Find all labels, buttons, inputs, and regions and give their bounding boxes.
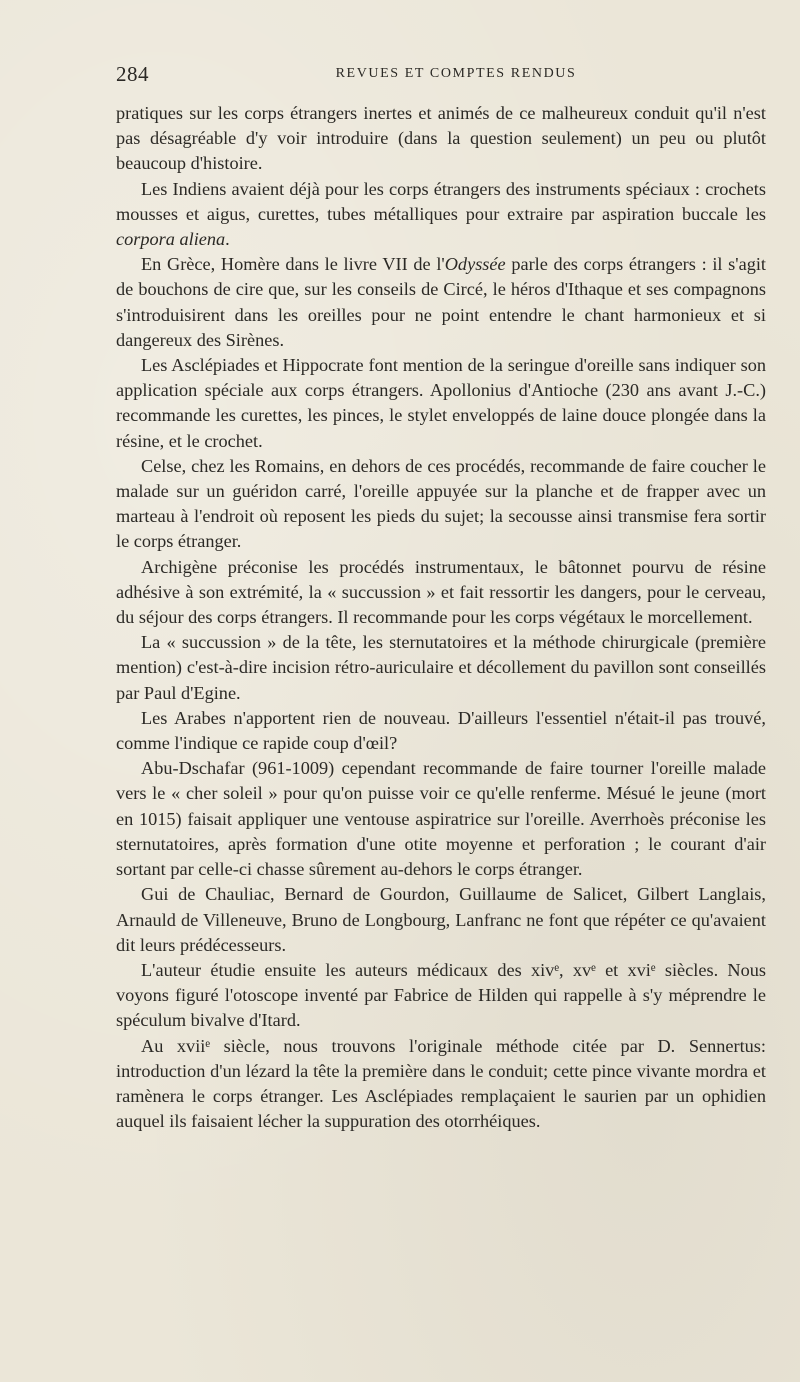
paragraph-1: pratiques sur les corps étrangers inertes et animés de ce malheureux conduit qu'il n'est pas désagréable d'y voir introduire (dans la question seulement) un peu ou plutôt beaucoup d'histoire. [116,103,766,174]
paragraph-2 [116,177,766,253]
paragraph-7: La « succussion » de la tête, les sternutatoires et la méthode chirurgicale (première mention) c'est-à-dire incision rétro-auriculaire et décollement du pavillon sont conseillés par Paul d'Egine. [116,632,766,703]
page-header [116,62,766,86]
paragraph-4: Les Asclépiades et Hippocrate font mention de la seringue d'oreille sans indiquer son application spéciale aux corps étrangers. Apollonius d'Antioche (230 ans avant J.-C.) recommande les curettes, les pinces, le stylet enveloppés de laine douce plongée dans la résine, et le crochet. [116,355,766,451]
paragraph-6: Archigène préconise les procédés instrumentaux, le bâtonnet pourvu de résine adhésive à son extrémité, la « succussion » et fait ressortir les dangers, pour le cerveau, du séjour des corps étrangers. Il recommande pour les corps végétaux le morcellement. [116,556,766,628]
paragraph-11: L'auteur étudie ensuite les auteurs médicaux des xivᵉ, xvᵉ et xviᵉ siècles. Nous voyons figuré l'otoscope inventé par Fabrice de Hilden qui rappelle à s'y méprendre le spéculum bivalve d'Itard. [116,959,766,1031]
page-number: 284 [116,62,149,86]
paragraph-12: Au xviiᵉ siècle, nous trouvons l'originale méthode citée par D. Sennertus: introduction d'un lézard la tête la première dans le conduit; cette pince vivante mordra et ramènera le corps étranger. Les Asclépiades remplaçaient le saurien par un ophidien auquel ils faisaient lécher la suppuration des otorrhéiques. [116,1035,766,1132]
paragraph-5: Celse, chez les Romains, en dehors de ces procédés, recommande de faire coucher le malade sur un guéridon carré, l'oreille appuyée sur la planche et de frapper avec un marteau à l'endroit où reposent les pieds du sujet; la secousse ainsi transmise fera sortir le corps étranger. [116,455,766,552]
paragraph-10: Gui de Chauliac, Bernard de Gourdon, Guillaume de Salicet, Gilbert Langlais, Arnauld de Villeneuve, Bruno de Longbourg, Lanfranc ne font que répéter ce qu'avaient dit leurs prédécesseurs. [116,884,766,955]
paragraph-3-before: En Grèce, Homère dans le livre VII de l' [141,254,445,275]
paragraph-8: Les Arabes n'apportent rien de nouveau. D'ailleurs l'essentiel n'était-il pas trouvé, comme l'indique ce rapide coup d'œil? [116,707,766,754]
paragraph-2-text: Les Indiens avaient déjà pour les corps étrangers des instruments spéciaux : crochets mousses et aigus, curettes, tubes métalliques pour extraire par aspiration buccale les corpora aliena. [116,178,766,250]
paragraph-3-after: parle des corps étrangers : il s'agit de bouchons de cire que, sur les conseils de Circé, le héros d'Ithaque et ses compagnons s'introduisirent dans les oreilles pour ne point entendre le chant harmonieux et si dangereux des Sirènes. [116,254,766,350]
body-text [116,101,766,1134]
running-title: REVUES ET COMPTES RENDUS [335,66,577,81]
paragraph-3 [116,252,766,353]
odyssee-title: Odyssée [444,254,506,275]
corpora-aliena-phrase: corpora aliena [116,229,226,250]
paragraph-9: Abu-Dschafar (961-1009) cependant recommande de faire tourner l'oreille malade vers le « cher soleil » pour qu'on puisse voir ce qu'elle renferme. Mésué le jeune (mort en 1015) faisait appliquer une ventouse aspiratrice sur l'oreille. Averrhoès préconise les sternutatoires, après formation d'une otite moyenne et perforation ; le courant d'air sortant par celle-ci chasse sûrement au-dehors le corps étranger. [116,758,766,880]
